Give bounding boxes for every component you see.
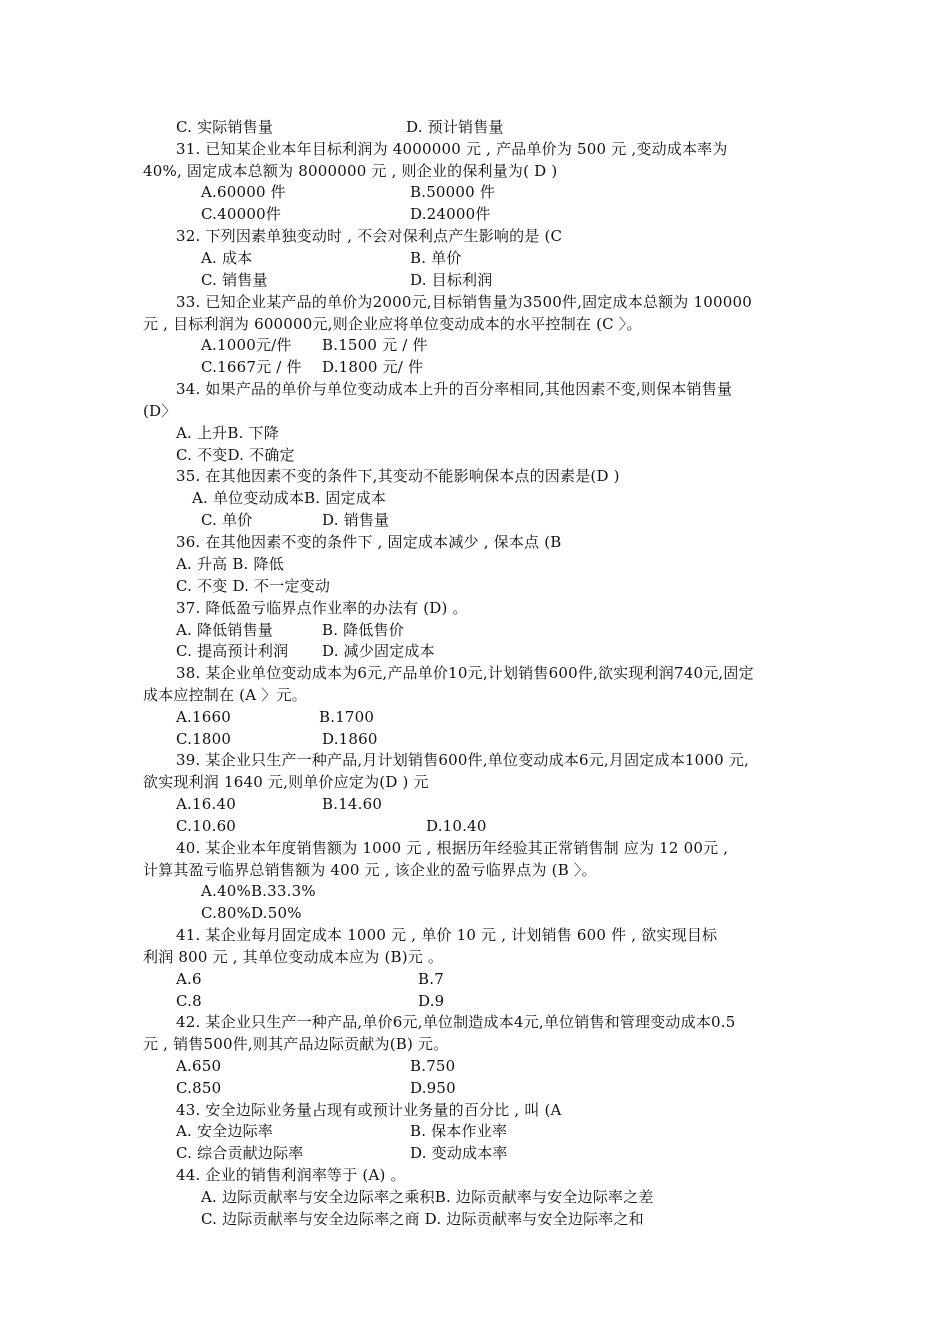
option-39d: D.10.40 <box>426 817 487 835</box>
options-44ab: A. 边际贡献率与安全边际率之乘积B. 边际贡献率与安全边际率之差 <box>201 1188 654 1206</box>
options-40ab: A.40%B.33.3% <box>201 882 316 900</box>
option-33a: A.1000元/件 <box>201 336 292 354</box>
option-38c: C.1800 <box>176 730 232 748</box>
option-33b: B.1500 元 / 件 <box>322 336 428 354</box>
options-35ab: A. 单位变动成本B. 固定成本 <box>192 489 387 507</box>
question-32: 32. 下列因素单独变动时 , 不会对保利点产生影响的是 (C <box>176 227 563 245</box>
question-43: 43. 安全边际业务量占现有或预计业务量的百分比 , 叫 (A <box>176 1101 562 1119</box>
option-37d: D. 减少固定成本 <box>322 642 435 660</box>
options-40cd: C.80%D.50% <box>201 904 302 922</box>
question-35: 35. 在其他因素不变的条件下,其变动不能影响保本点的因素是(D ) <box>176 467 620 485</box>
option-38b: B.1700 <box>319 708 375 726</box>
option-31b: B.50000 件 <box>410 183 496 201</box>
question-38-line-1: 38. 某企业单位变动成本为6元,产品单价10元,计划销售600件,欲实现利润740元,固定 <box>176 664 754 682</box>
question-31-line-2: 40%, 固定成本总额为 8000000 元 , 则企业的保利量为( D ) <box>143 162 558 180</box>
option-37c: C. 提高预计利润 <box>176 642 289 660</box>
option-39c: C.10.60 <box>176 817 237 835</box>
options-36cd: C. 不变 D. 不一定变动 <box>176 577 331 595</box>
option-41d: D.9 <box>418 992 445 1010</box>
option-39b: B.14.60 <box>322 795 383 813</box>
option-39a: A.16.40 <box>176 795 236 813</box>
option-37b: B. 降低售价 <box>322 621 404 639</box>
option-30c: C. 实际销售量 <box>176 118 274 136</box>
option-32c: C. 销售量 <box>201 271 268 289</box>
option-32b: B. 单价 <box>410 249 462 267</box>
question-39-line-2: 欲实现利润 1640 元,则单价应定为(D ) 元 <box>143 773 429 791</box>
option-42b: B.750 <box>410 1057 456 1075</box>
option-32a: A. 成本 <box>201 249 253 267</box>
question-42-line-2: 元 , 销售500件,则其产品边际贡献为(B) 元。 <box>143 1035 449 1053</box>
question-31-line-1: 31. 已知某企业本年目标利润为 4000000 元 , 产品单价为 500 元 ,变动成本率为 <box>176 140 728 158</box>
options-36ab: A. 升高 B. 降低 <box>176 555 284 573</box>
option-43c: C. 综合贡献边际率 <box>176 1144 304 1162</box>
option-31c: C.40000件 <box>201 205 282 223</box>
option-31d: D.24000件 <box>410 205 491 223</box>
option-42a: A.650 <box>176 1057 222 1075</box>
question-33-line-2: 元 , 目标利润为 600000元,则企业应将单位变动成本的水平控制在 (C 〉。 <box>143 315 642 333</box>
option-31a: A.60000 件 <box>201 183 286 201</box>
option-30d: D. 预计销售量 <box>406 118 504 136</box>
option-43a: A. 安全边际率 <box>176 1122 273 1140</box>
question-36: 36. 在其他因素不变的条件下 , 固定成本减少 , 保本点 (B <box>176 533 562 551</box>
options-34ab: A. 上升B. 下降 <box>176 424 279 442</box>
option-41b: B.7 <box>418 970 444 988</box>
question-41-line-1: 41. 某企业每月固定成本 1000 元 , 单价 10 元 , 计划销售 600 件 , 欲实现目标 <box>176 926 718 944</box>
question-34-line-1: 34. 如果产品的单价与单位变动成本上升的百分率相同,其他因素不变,则保本销售量 <box>176 380 733 398</box>
option-43d: D. 变动成本率 <box>410 1144 508 1162</box>
option-41c: C.8 <box>176 992 202 1010</box>
options-34cd: C. 不变D. 不确定 <box>176 446 295 464</box>
question-41-line-2: 利润 800 元 , 其单位变动成本应为 (B)元 。 <box>143 948 444 966</box>
question-37: 37. 降低盈亏临界点作业率的办法有 (D) 。 <box>176 599 468 617</box>
option-33d: D.1800 元/ 件 <box>322 358 424 376</box>
option-43b: B. 保本作业率 <box>410 1122 508 1140</box>
option-32d: D. 目标利润 <box>410 271 493 289</box>
option-42d: D.950 <box>410 1079 456 1097</box>
option-33c: C.1667元 / 件 <box>201 358 302 376</box>
question-38-line-2: 成本应控制在 (A 〉元。 <box>143 686 307 704</box>
option-41a: A.6 <box>176 970 202 988</box>
option-38d: D.1860 <box>322 730 378 748</box>
question-40-line-2: 计算其盈亏临界总销售额为 400 元 , 该企业的盈亏临界点为 (B 〉。 <box>143 861 597 879</box>
question-42-line-1: 42. 某企业只生产一种产品,单价6元,单位制造成本4元,单位销售和管理变动成本0.5 <box>176 1013 736 1031</box>
option-38a: A.1660 <box>176 708 231 726</box>
question-44: 44. 企业的销售利润率等于 (A) 。 <box>176 1166 406 1184</box>
option-35c: C. 单价 <box>201 511 253 529</box>
question-39-line-1: 39. 某企业只生产一种产品,月计划销售600件,单位变动成本6元,月固定成本1000 元, <box>176 751 750 769</box>
option-35d: D. 销售量 <box>322 511 390 529</box>
question-34-line-2: (D〉 <box>143 402 177 420</box>
option-42c: C.850 <box>176 1079 222 1097</box>
question-40-line-1: 40. 某企业本年度销售额为 1000 元 , 根据历年经验其正常销售制 应为 12 00元 , <box>176 839 729 857</box>
options-44cd: C. 边际贡献率与安全边际率之商 D. 边际贡献率与安全边际率之和 <box>201 1210 644 1228</box>
question-33-line-1: 33. 已知企业某产品的单价为2000元,目标销售量为3500件,固定成本总额为 100000 <box>176 293 752 311</box>
option-37a: A. 降低销售量 <box>176 621 273 639</box>
